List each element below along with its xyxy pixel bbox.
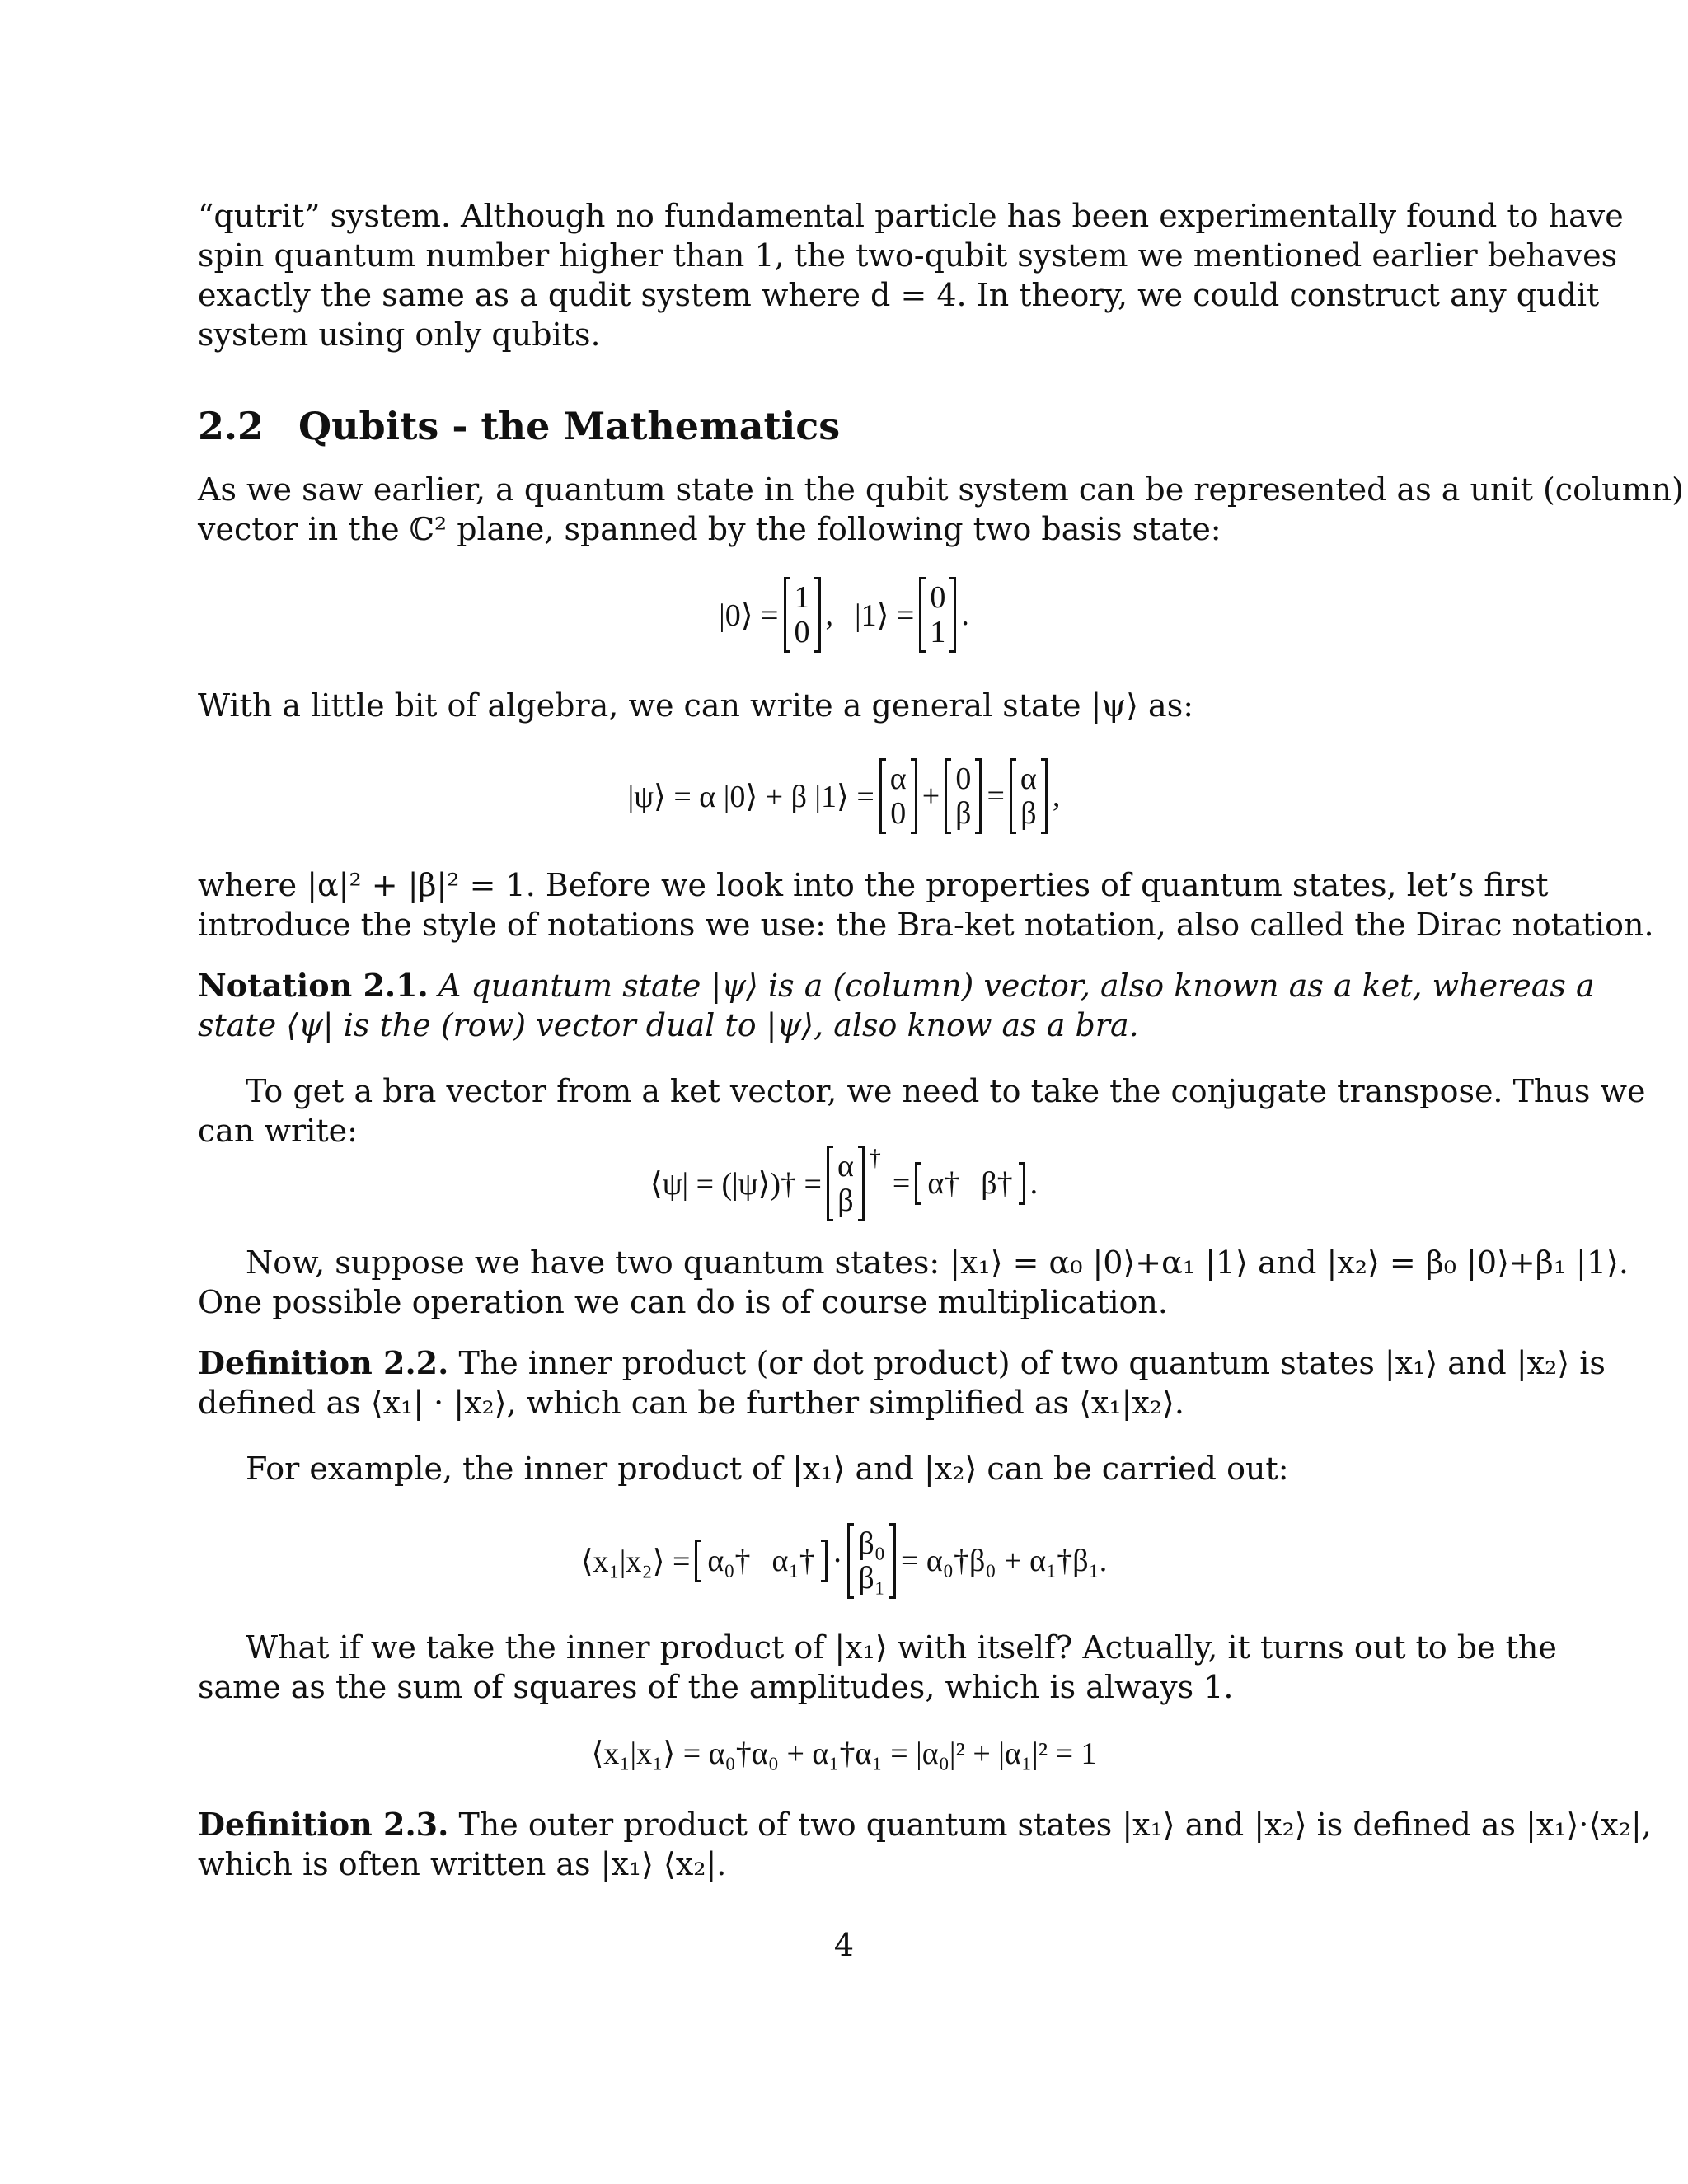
- column-matrix: [847, 1523, 896, 1599]
- definition-text: The inner product (or dot product) of two quantum states |x₁⟩ and |x₂⟩ is: [458, 1345, 1606, 1381]
- notation-text: A quantum state |ψ⟩ is a (column) vector, also known as a ket, whereas a: [438, 968, 1595, 1004]
- text-line: One possible operation we can do is of course multiplication.: [198, 1284, 1168, 1320]
- equation-bra: [0, 1146, 1688, 1221]
- eq-text: ⟨x₁|x₁⟩ = α₀†α₀ + α₁†α₁ = |α₀|² + |α₁|² = 1: [591, 1736, 1097, 1771]
- matrix-entry: β: [955, 796, 972, 831]
- text-line: same as the sum of squares of the amplitudes, which is always 1.: [198, 1669, 1234, 1705]
- matrix-entry: α†: [927, 1166, 960, 1201]
- row-matrix: [915, 1162, 1025, 1205]
- eq-text: |0⟩ =: [719, 598, 779, 633]
- matrix-entry: 0: [794, 615, 810, 649]
- definition-text: defined as ⟨x₁| · |x₂⟩, which can be further simplified as ⟨x₁|x₂⟩.: [198, 1385, 1184, 1421]
- two-states-paragraph: [198, 1243, 1629, 1322]
- text-line-content: What if we take the inner product of |x₁⟩ with itself? Actually, it turns out to be the: [246, 1629, 1557, 1666]
- definition-text: The outer product of two quantum states |x₁⟩ and |x₂⟩ is defined as |x₁⟩·⟨x₂|,: [458, 1807, 1652, 1843]
- matrix-entry: α₁†: [771, 1544, 815, 1578]
- eq-text: ⟨x₁|x₂⟩ =: [580, 1544, 691, 1579]
- equation-basis-states: [0, 577, 1688, 653]
- text-line: [198, 1449, 1474, 1488]
- dagger-superscript: †: [869, 1146, 881, 1171]
- equation-general-state: [0, 758, 1688, 834]
- eq-text: = α₀†β₀ + α₁†β₁.: [900, 1544, 1108, 1578]
- basis-paragraph: [198, 470, 1684, 549]
- text-line: [198, 966, 1595, 1005]
- eq-text: .: [1029, 1166, 1039, 1201]
- text-line: [198, 1628, 1557, 1667]
- matrix-entry: 0: [930, 580, 946, 615]
- definition-2-2: [198, 1343, 1606, 1422]
- text-line: can write:: [198, 1113, 358, 1149]
- text-line: [198, 1243, 1629, 1282]
- column-matrix: [1010, 758, 1048, 834]
- text-line: [198, 1343, 1606, 1383]
- text-line: system using only qubits.: [198, 316, 601, 353]
- matrix-entry: α: [837, 1149, 854, 1183]
- section-title: Qubits - the Mathematics: [298, 404, 841, 448]
- matrix-entry: 0: [890, 796, 907, 831]
- text-line: introduce the style of notations we use: the Bra-ket notation, also called the Dirac notation.: [198, 907, 1654, 943]
- self-inner-product-paragraph: [198, 1628, 1557, 1707]
- eq-text: ,: [825, 598, 833, 632]
- normalization-paragraph: [198, 865, 1654, 944]
- column-matrix: [945, 758, 982, 834]
- row-matrix: [695, 1540, 827, 1582]
- column-matrix: [784, 577, 821, 653]
- text-line-content: Now, suppose we have two quantum states: |x₁⟩ = α₀ |0⟩+α₁ |1⟩ and |x₂⟩ = β₀ |0⟩+β₁ |1⟩.: [246, 1244, 1629, 1281]
- text-line: “qutrit” system. Although no fundamental particle has been experimentally found to have: [198, 198, 1624, 234]
- text-line: With a little bit of algebra, we can write a general state |ψ⟩ as:: [198, 687, 1194, 724]
- eq-text: |1⟩ =: [855, 598, 915, 633]
- intro-paragraph: [198, 196, 1624, 354]
- notation-label: Notation 2.1.: [198, 967, 429, 1004]
- column-matrix: [827, 1146, 865, 1221]
- eq-text: |ψ⟩ = α |0⟩ + β |1⟩ =: [627, 779, 874, 814]
- matrix-entry: α₀†: [707, 1544, 751, 1578]
- equation-inner-product: [0, 1523, 1688, 1599]
- eq-text: .: [961, 598, 969, 632]
- text-line-content: For example, the inner product of |x₁⟩ and |x₂⟩ can be carried out:: [246, 1451, 1289, 1487]
- eq-text: ,: [1052, 779, 1061, 813]
- general-state-paragraph: [198, 686, 1474, 725]
- eq-text: ⟨ψ| = (|ψ⟩)† =: [649, 1166, 822, 1202]
- bra-paragraph: [198, 1071, 1646, 1151]
- text-line: vector in the ℂ² plane, spanned by the following two basis state:: [198, 511, 1221, 547]
- section-number: 2.2: [198, 404, 265, 448]
- text-line: spin quantum number higher than 1, the two-qubit system we mentioned earlier behaves: [198, 237, 1618, 274]
- text-line: As we saw earlier, a quantum state in the qubit system can be represented as a unit (column): [198, 471, 1684, 508]
- text-line: where |α|² + |β|² = 1. Before we look into the properties of quantum states, let’s first: [198, 867, 1549, 903]
- eq-text: =: [987, 779, 1005, 813]
- eq-text: ·: [832, 1544, 843, 1578]
- column-matrix: [919, 577, 956, 653]
- text-line: [198, 1805, 1652, 1844]
- matrix-entry: 1: [930, 615, 946, 649]
- example-paragraph: [198, 1449, 1474, 1488]
- matrix-entry: α: [889, 762, 907, 796]
- definition-text: which is often written as |x₁⟩ ⟨x₂|.: [198, 1846, 727, 1882]
- definition-label: Definition 2.2.: [198, 1344, 449, 1381]
- matrix-entry: β†: [981, 1166, 1013, 1201]
- column-matrix: [879, 758, 917, 834]
- eq-text: +: [921, 779, 940, 813]
- text-line: exactly the same as a qudit system where d = 4. In theory, we could construct any qudit: [198, 277, 1600, 313]
- notation-text: state ⟨ψ| is the (row) vector dual to |ψ⟩, also know as a bra.: [198, 1007, 1139, 1043]
- equation-self-product: [0, 1735, 1688, 1772]
- text-line-content: To get a bra vector from a ket vector, we need to take the conjugate transpose. Thus we: [246, 1073, 1646, 1109]
- matrix-entry: β: [1020, 796, 1037, 831]
- eq-text: =: [892, 1166, 911, 1201]
- matrix-entry: 1: [794, 580, 810, 615]
- matrix-entry: β₁: [858, 1561, 885, 1596]
- section-heading: [198, 404, 840, 448]
- page-number: 4: [833, 1927, 855, 1963]
- definition-2-3: [198, 1805, 1652, 1884]
- text-line: [198, 1071, 1646, 1111]
- definition-label: Definition 2.3.: [198, 1806, 449, 1843]
- matrix-entry: β: [837, 1183, 854, 1218]
- matrix-entry: 0: [955, 762, 972, 796]
- notation-2-1: [198, 966, 1595, 1045]
- matrix-entry: β₀: [858, 1526, 885, 1561]
- matrix-entry: α: [1020, 762, 1037, 796]
